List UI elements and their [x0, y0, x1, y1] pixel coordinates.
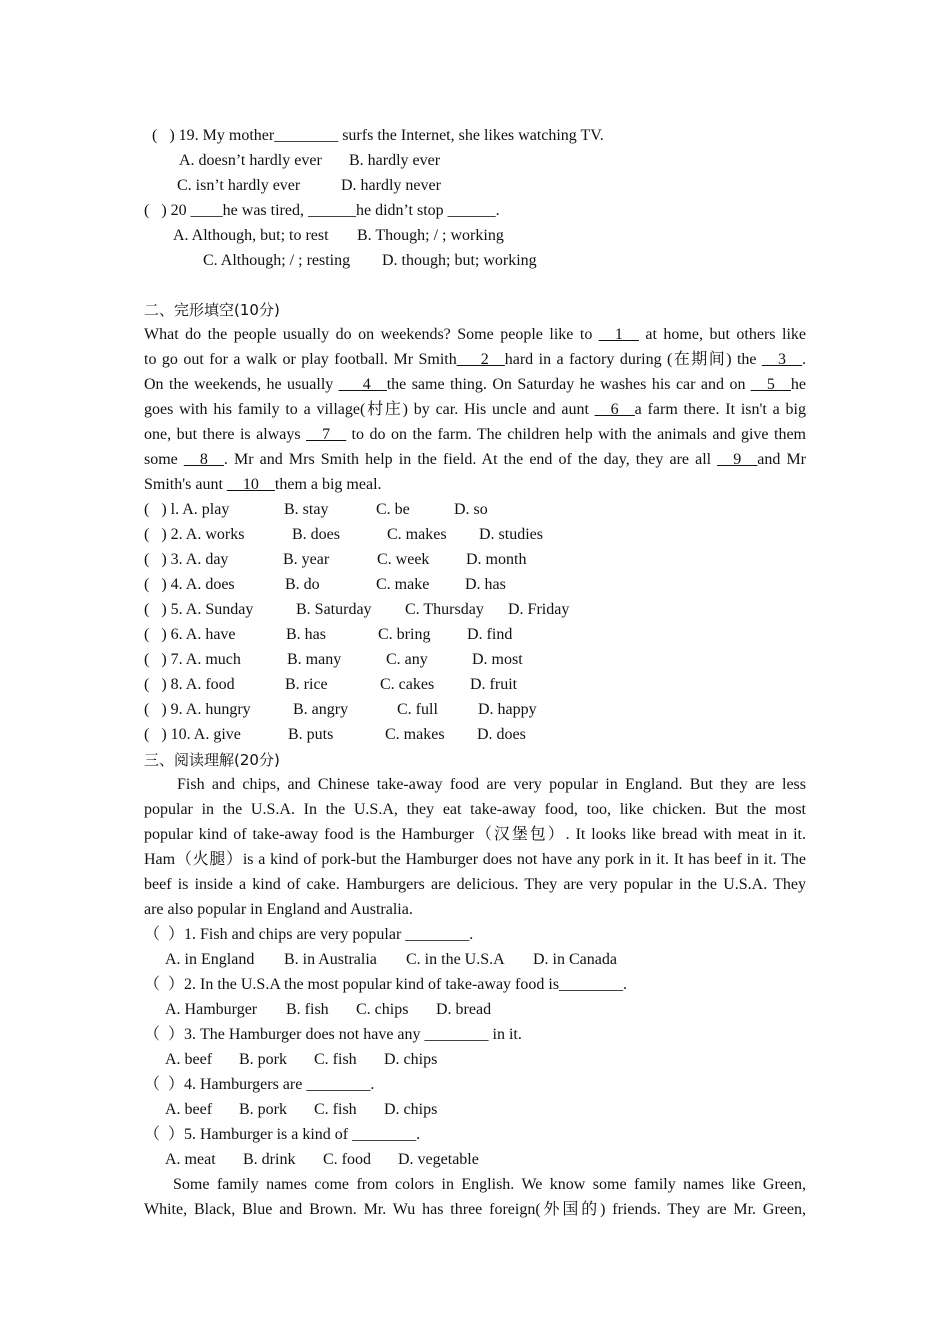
cloze-q3-c: C. week	[377, 551, 430, 568]
cloze-q6-c: C. bring	[378, 626, 431, 643]
q19-option-b: B. hardly ever	[349, 152, 441, 169]
passage2-line: Some family names come from colors in English. We know some family names like Green,	[173, 1176, 806, 1193]
blank-6: __6__	[594, 401, 635, 418]
blank-2: ___2__	[456, 351, 505, 368]
reading-q1-c: C. in the U.S.A	[406, 951, 505, 968]
q19-option-a: A. doesn’t hardly ever	[179, 152, 322, 169]
cloze-q6: ( ) 6. A. have	[144, 626, 236, 643]
reading-q3-a: A. beef	[165, 1051, 213, 1068]
cloze-line-6: some __8__. Mr and Mrs Smith help in the field. At the end of the day, they are all __9__and Mr	[144, 451, 807, 468]
reading-q3-b: B. pork	[239, 1051, 287, 1068]
reading-q1-b: B. in Australia	[284, 951, 377, 968]
cloze-q1-c: C. be	[376, 501, 410, 518]
q20-option-b: B. Though; / ; working	[357, 227, 504, 244]
reading-q2-a: A. Hamburger	[165, 1001, 258, 1018]
cloze-q7: ( ) 7. A. much	[144, 651, 241, 668]
cloze-q2: ( ) 2. A. works	[144, 526, 245, 543]
passage-line: popular kind of take-away food is the Hamburger（汉堡包）. It looks like bread with meat in it.	[144, 826, 806, 843]
passage-line: are also popular in England and Australia.	[144, 901, 413, 918]
cloze-q10-b: B. puts	[288, 726, 334, 743]
blank-5: __5__	[750, 376, 791, 393]
blank-7: __7__	[306, 426, 347, 443]
cloze-line-7: Smith's aunt __10__them a big meal.	[144, 476, 382, 493]
cloze-line-4: goes with his family to a village(村庄) by car. His uncle and aunt __6__a farm there. It isn't a big	[144, 401, 806, 418]
reading-q5-b: B. drink	[243, 1151, 296, 1168]
reading-q5-a: A. meat	[165, 1151, 216, 1168]
blank-10: __10__	[226, 476, 275, 493]
q20-option-c: C. Although; / ; resting	[203, 252, 351, 269]
reading-q5-c: C. food	[323, 1151, 371, 1168]
q20-stem: ( ) 20 ____he was tired, ______he didn’t stop ______.	[144, 202, 500, 219]
q20-option-d: D. though; but; working	[382, 252, 537, 269]
cloze-q7-b: B. many	[287, 651, 342, 668]
cloze-q10: ( ) 10. A. give	[144, 726, 241, 743]
reading-q1-d: D. in Canada	[533, 951, 617, 968]
cloze-q3: ( ) 3. A. day	[144, 551, 229, 568]
cloze-q3-b: B. year	[283, 551, 330, 568]
cloze-q1-b: B. stay	[284, 501, 329, 518]
cloze-q8-d: D. fruit	[470, 676, 518, 693]
passage-line: popular in the U.S.A. In the U.S.A, they eat take-away food, too, like chicken. But the most	[144, 801, 806, 818]
reading-q4-b: B. pork	[239, 1101, 287, 1118]
cloze-q9-d: D. happy	[478, 701, 537, 718]
cloze-line-3: On the weekends, he usually ___4__the same thing. On Saturday he washes his car and on __5__he	[144, 376, 806, 393]
cloze-line-5: one, but there is always __7__ to do on the farm. The children help with the animals and give them	[144, 426, 807, 443]
cloze-q8-c: C. cakes	[380, 676, 435, 693]
reading-q4-a: A. beef	[165, 1101, 213, 1118]
cloze-q7-c: C. any	[386, 651, 428, 668]
passage-line: Ham（火腿）is a kind of pork-but the Hamburger does not have any pork in it. It has beef in it. The	[144, 851, 806, 868]
reading-q2-c: C. chips	[356, 1001, 409, 1018]
reading-q5-d: D. vegetable	[398, 1151, 479, 1168]
reading-q1-stem: （ ）1. Fish and chips are very popular ________.	[144, 926, 474, 943]
cloze-q2-b: B. does	[292, 526, 340, 543]
cloze-q8-b: B. rice	[285, 676, 328, 693]
cloze-q4: ( ) 4. A. does	[144, 576, 235, 593]
passage2-line: White, Black, Blue and Brown. Mr. Wu has three foreign(外国的) friends. They are Mr. Green,	[144, 1201, 806, 1218]
cloze-q10-d: D. does	[477, 726, 526, 743]
cloze-q6-b: B. has	[286, 626, 326, 643]
cloze-q4-d: D. has	[465, 576, 506, 593]
cloze-q10-c: C. makes	[385, 726, 445, 743]
reading-q1-a: A. in England	[165, 951, 255, 968]
cloze-q9: ( ) 9. A. hungry	[144, 701, 251, 718]
cloze-q9-c: C. full	[397, 701, 438, 718]
cloze-q1-d: D. so	[454, 501, 488, 518]
cloze-q2-c: C. makes	[387, 526, 447, 543]
q19-option-d: D. hardly never	[341, 177, 441, 194]
blank-4: ___4__	[338, 376, 387, 393]
cloze-line-2: to go out for a walk or play football. Mr Smith___2__hard in a factory during (在期间) the __3__.	[144, 351, 806, 368]
reading-q4-d: D. chips	[384, 1101, 438, 1118]
blank-9: __9__	[717, 451, 758, 468]
cloze-q4-b: B. do	[285, 576, 320, 593]
reading-q2-d: D. bread	[436, 1001, 492, 1018]
reading-q4-c: C. fish	[314, 1101, 357, 1118]
cloze-q9-b: B. angry	[293, 701, 349, 718]
cloze-q1: ( ) l. A. play	[144, 501, 230, 518]
reading-q2-b: B. fish	[286, 1001, 329, 1018]
cloze-q3-d: D. month	[466, 551, 527, 568]
cloze-q7-d: D. most	[472, 651, 523, 668]
cloze-q4-c: C. make	[376, 576, 430, 593]
reading-q4-stem: （ ）4. Hamburgers are ________.	[144, 1076, 375, 1093]
cloze-q6-d: D. find	[467, 626, 513, 643]
blank-1: __1__	[598, 326, 639, 343]
q19-stem: ( ) 19. My mother________ surfs the Internet, she likes watching TV.	[152, 127, 604, 144]
reading-q2-stem: （ ）2. In the U.S.A the most popular kind of take-away food is________.	[144, 976, 628, 993]
passage-line: beef is inside a kind of cake. Hamburgers are delicious. They are very popular in the U.S.A. They	[144, 876, 806, 893]
q19-option-c: C. isn’t hardly ever	[177, 177, 301, 194]
reading-heading: 三、阅读理解(20分)	[144, 751, 280, 769]
reading-q3-d: D. chips	[384, 1051, 438, 1068]
q20-option-a: A. Although, but; to rest	[173, 227, 329, 244]
cloze-q5-d: D. Friday	[508, 601, 570, 618]
reading-q3-stem: （ ）3. The Hamburger does not have any ________ in it.	[144, 1026, 522, 1043]
cloze-q2-d: D. studies	[479, 526, 543, 543]
reading-q3-c: C. fish	[314, 1051, 357, 1068]
cloze-q8: ( ) 8. A. food	[144, 676, 235, 693]
cloze-heading: 二、完形填空(10分)	[144, 301, 280, 319]
blank-3: __3__	[762, 351, 802, 368]
reading-q5-stem: （ ）5. Hamburger is a kind of ________.	[144, 1126, 421, 1143]
cloze-line-1: What do the people usually do on weekends? Some people like to __1__ at home, but others like	[144, 326, 806, 343]
passage-line: Fish and chips, and Chinese take-away food are very popular in England. But they are less	[177, 776, 806, 793]
blank-8: __8__	[183, 451, 224, 468]
cloze-q5-b: B. Saturday	[296, 601, 372, 618]
cloze-q5-c: C. Thursday	[405, 601, 484, 618]
cloze-q5: ( ) 5. A. Sunday	[144, 601, 254, 618]
